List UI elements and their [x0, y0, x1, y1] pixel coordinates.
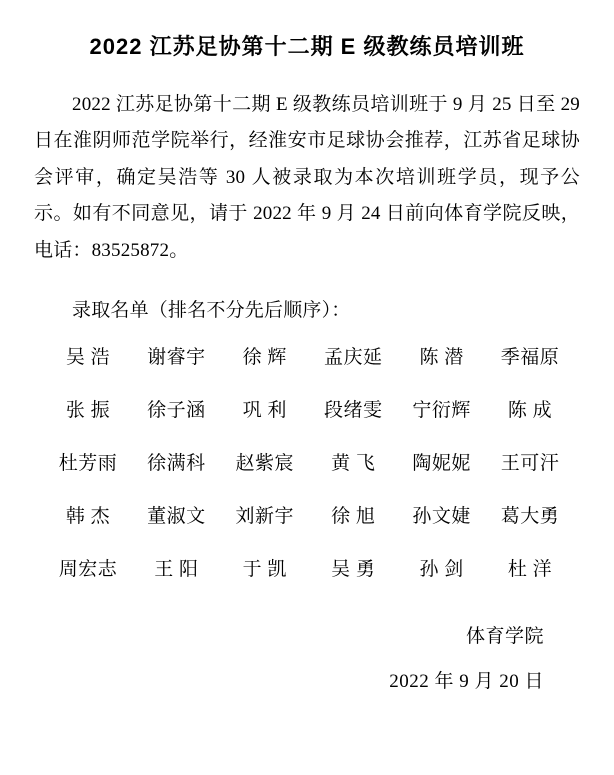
name-cell: 王可汗 — [500, 453, 560, 475]
announcement-paragraph: 2022 江苏足协第十二期 E 级教练员培训班于 9 月 25 日至 29 日在淮阴师范学院举行，经淮安市足球协会推荐，江苏省足球协会评审，确定吴浩等 30 人被录取为本次培训班学员，现予公示。如有不同意见，请于 2022 年 9 月 24 日前向体育学院反映，电话：83525872。 — [34, 94, 580, 261]
name-cell: 宁衍辉 — [412, 400, 471, 422]
name-list-heading: 录取名单（排名不分先后顺序）： — [72, 300, 351, 322]
name-cell: 陶妮妮 — [412, 453, 471, 475]
name-cell: 葛大勇 — [500, 506, 560, 528]
name-cell: 吴 浩 — [65, 347, 111, 369]
name-cell: 徐 旭 — [331, 506, 376, 528]
name-cell: 周宏志 — [58, 559, 118, 581]
name-cell: 张 振 — [65, 400, 111, 422]
name-row — [44, 501, 574, 528]
name-cell: 季福原 — [500, 347, 560, 369]
name-cell: 赵紫宸 — [235, 453, 295, 475]
name-cell: 陈 成 — [507, 400, 553, 422]
name-cell: 徐满科 — [147, 453, 206, 475]
name-row — [44, 395, 574, 422]
page-title: 2022 江苏足协第十二期 E 级教练员培训班 — [89, 34, 525, 59]
name-cell: 黄 飞 — [331, 453, 376, 475]
name-cell: 吴 勇 — [331, 559, 376, 581]
name-cell: 徐 辉 — [242, 347, 287, 369]
name-cell: 段绪雯 — [323, 400, 383, 422]
name-cell: 刘新宇 — [235, 506, 295, 528]
name-cell: 谢睿宇 — [147, 347, 206, 369]
signature-date: 2022 年 9 月 20 日 — [389, 671, 544, 693]
name-cell: 杜 洋 — [507, 559, 553, 581]
name-cell: 王 阳 — [154, 559, 199, 581]
name-row — [44, 554, 574, 581]
name-cell: 孙 剑 — [419, 559, 464, 581]
signature-block — [26, 621, 544, 693]
name-cell: 孟庆延 — [323, 347, 383, 369]
name-cell: 孙文婕 — [412, 506, 471, 528]
name-cell: 于 凯 — [242, 559, 287, 581]
name-cell: 徐子涵 — [147, 400, 206, 422]
name-cell: 韩 杰 — [65, 506, 111, 528]
name-cell: 陈 潜 — [419, 347, 464, 369]
signature-organization: 体育学院 — [465, 626, 544, 648]
name-cell: 董淑文 — [147, 506, 206, 528]
name-row — [44, 448, 574, 475]
name-row — [44, 342, 574, 369]
name-cell: 杜芳雨 — [58, 453, 118, 475]
name-cell: 巩 利 — [242, 400, 287, 422]
name-list-grid — [44, 342, 574, 581]
